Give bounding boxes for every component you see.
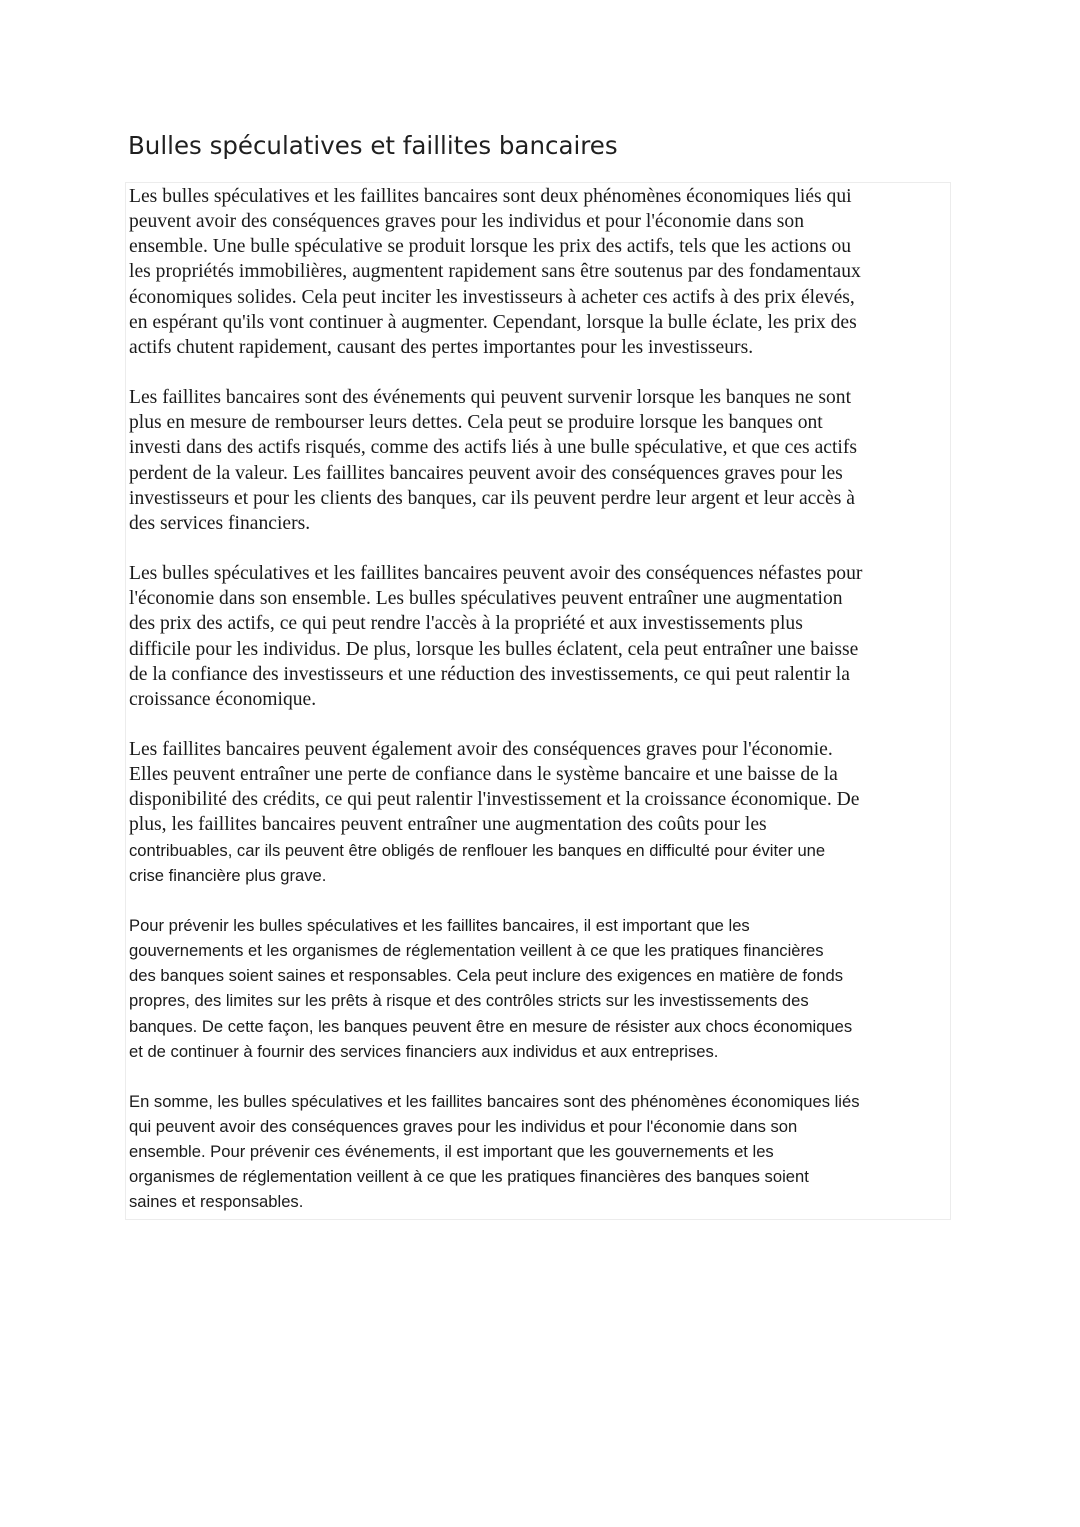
text-line: Les faillites bancaires peuvent également avoir des conséquences graves pour l'économie. — [129, 738, 833, 760]
paragraph-1 — [129, 184, 947, 360]
text-line: des services financiers. — [129, 512, 311, 534]
page-title: Bulles spéculatives et faillites bancaires — [128, 131, 618, 160]
text-line: économiques solides. Cela peut inciter les investisseurs à acheter ces actifs à des prix élevés, — [129, 286, 855, 308]
text-line: difficile pour les individus. De plus, lorsque les bulles éclatent, cela peut entraîner une baisse — [129, 638, 859, 660]
text-line: plus en mesure de rembourser leurs dettes. Cela peut se produire lorsque les banques ont — [129, 412, 823, 434]
text-line: croissance économique. — [129, 688, 317, 710]
text-line: les propriétés immobilières, augmentent rapidement sans être soutenus par des fondamentaux — [129, 261, 861, 283]
paragraph-5 — [129, 913, 947, 1064]
text-line: qui peuvent avoir des conséquences graves pour les individus et pour l'économie dans son — [129, 1117, 798, 1136]
text-line: gouvernements et les organismes de réglementation veillent à ce que les pratiques financières — [129, 941, 824, 961]
text-line: Elles peuvent entraîner une perte de confiance dans le système bancaire et une baisse de la — [129, 764, 838, 786]
paragraph-2 — [129, 385, 947, 536]
document-body — [125, 182, 951, 1220]
text-line: banques. De cette façon, les banques peuvent être en mesure de résister aux chocs économiques — [129, 1016, 853, 1036]
text-line: disponibilité des crédits, ce qui peut ralentir l'investissement et la croissance économique. De — [129, 789, 860, 811]
text-line: Les bulles spéculatives et les faillites bancaires peuvent avoir des conséquences néfastes pour — [129, 563, 863, 585]
text-line: saines et responsables. — [129, 1192, 304, 1212]
text-line: plus, les faillites bancaires peuvent entraîner une augmentation des coûts pour les — [129, 814, 767, 836]
paragraph-4 — [129, 737, 947, 888]
text-line: crise financière plus grave. — [129, 865, 327, 885]
text-line: des prix des actifs, ce qui peut rendre l'accès à la propriété et aux investissements plus — [129, 613, 803, 635]
text-line: de la confiance des investisseurs et une réduction des investissements, ce qui peut ralentir la — [129, 663, 850, 685]
text-line: contribuables, car ils peuvent être obligés de renflouer les banques en difficulté pour éviter une — [129, 840, 826, 860]
text-line: et de continuer à fournir des services financiers aux individus et aux entreprises. — [129, 1041, 719, 1061]
text-line: organismes de réglementation veillent à ce que les pratiques financières des banques soient — [129, 1167, 809, 1187]
text-line: perdent de la valeur. Les faillites bancaires peuvent avoir des conséquences graves pour les — [129, 462, 843, 484]
text-line: investisseurs et pour les clients des banques, car ils peuvent perdre leur argent et leur accès à — [129, 487, 855, 509]
text-line: ensemble. Pour prévenir ces événements, il est important que les gouvernements et les — [129, 1142, 774, 1162]
text-line: l'économie dans son ensemble. Les bulles spéculatives peuvent entraîner une augmentation — [129, 588, 843, 610]
text-line: peuvent avoir des conséquences graves pour les individus et pour l'économie dans son — [129, 211, 804, 233]
text-line: investi dans des actifs risqués, comme des actifs liés à une bulle spéculative, et que ces actifs — [129, 437, 858, 459]
text-line: Pour prévenir les bulles spéculatives et les faillites bancaires, il est important que les — [129, 915, 750, 935]
text-line: des banques soient saines et responsables. Cela peut inclure des exigences en matière de fonds — [129, 966, 843, 986]
text-line: Les faillites bancaires sont des événements qui peuvent survenir lorsque les banques ne sont — [129, 387, 852, 409]
text-line: En somme, les bulles spéculatives et les faillites bancaires sont des phénomènes économiques liés — [129, 1091, 860, 1111]
text-line: en espérant qu'ils vont continuer à augmenter. Cependant, lorsque la bulle éclate, les prix des — [129, 311, 857, 333]
paragraph-6 — [129, 1089, 947, 1215]
text-line: Les bulles spéculatives et les faillites bancaires sont deux phénomènes économiques liés qui — [129, 186, 852, 207]
text-line: actifs chutent rapidement, causant des pertes importantes pour les investisseurs. — [129, 336, 754, 358]
text-line: ensemble. Une bulle spéculative se produit lorsque les prix des actifs, tels que les actions ou — [129, 236, 852, 258]
text-line: propres, des limites sur les prêts à risque et des contrôles stricts sur les investissements des — [129, 991, 809, 1011]
paragraph-3 — [129, 561, 947, 712]
